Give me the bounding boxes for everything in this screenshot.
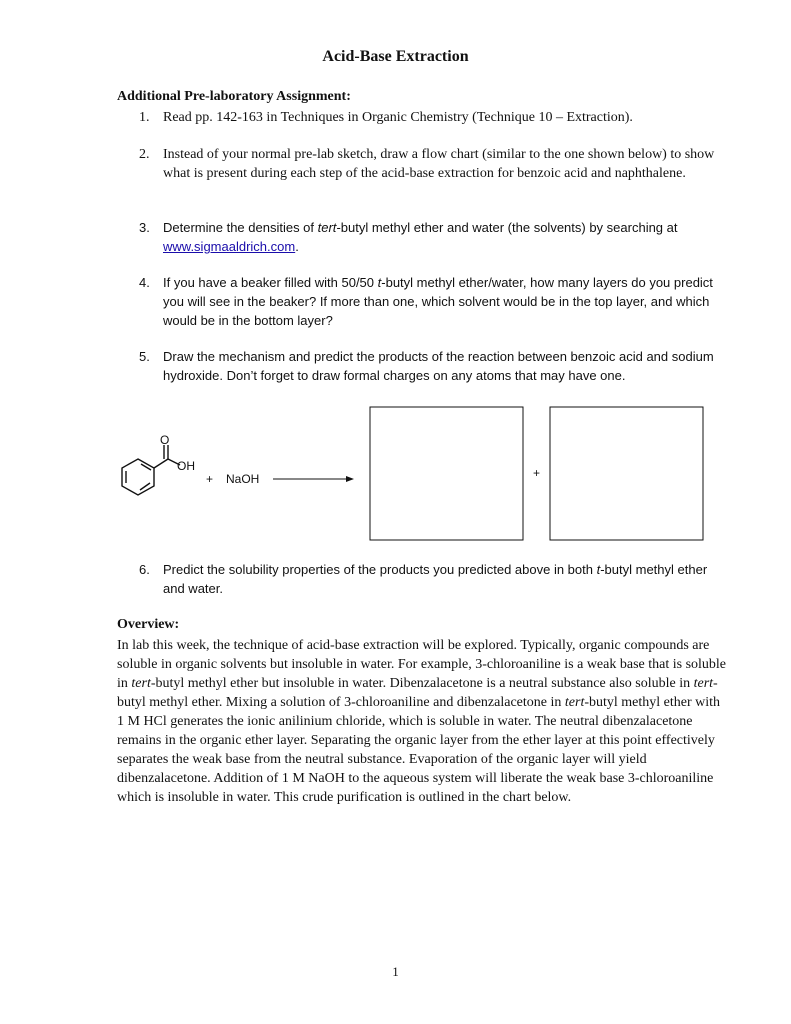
carbonyl-oxygen-label: O [160, 433, 170, 447]
item-number: 2. [139, 147, 150, 162]
page-title: Acid-Base Extraction [322, 48, 469, 65]
reaction-scheme [0, 395, 791, 555]
prelab-heading: Additional Pre-laboratory Assignment: [117, 89, 351, 104]
product-answer-box-2[interactable] [550, 407, 703, 540]
item-text: Draw the mechanism and predict the products of the reaction between benzoic acid and sodium hydroxide. Don’t forget to draw formal charges on any atoms that may have one. [163, 349, 714, 383]
benzoic-acid-structure [122, 445, 180, 495]
naoh-label: NaOH [226, 472, 260, 486]
product-answer-box-1[interactable] [370, 407, 523, 540]
assignment-item-6 [117, 560, 727, 598]
assignment-item-4 [117, 273, 727, 330]
item-number: 1. [139, 110, 150, 125]
overview-heading: Overview: [117, 617, 180, 632]
assignment-item-1 [117, 108, 727, 127]
assignment-item-5 [117, 347, 727, 385]
overview-paragraph: In lab this week, the technique of acid-base extraction will be explored. Typically, organic compounds are soluble in organic solvents but insoluble in water. For example, 3-chloroaniline is a weak base that is soluble in tert-butyl methyl ether but insoluble in water. Dibenzalacetone is a neutral substance also soluble in tert-butyl methyl ether. Mixing a solution of 3-chloroaniline and dibenzalacetone in tert-butyl methyl ether with 1 M HCl generates the ionic anilinium chloride, which is soluble in water. The neutral dibenzalacetone remains in the organic ether layer. Separating the organic layer from the ether layer at this point effectively separates the weak base from the neutral substance. Evaporation of the organic layer will yield dibenzalacetone. Addition of 1 M NaOH to the aqueous system will liberate the weak base 3-chloroaniline which is insoluble in water. This crude purification is outlined in the chart below. [117, 638, 727, 805]
sigma-aldrich-link[interactable]: www.sigmaaldrich.com [163, 239, 296, 254]
item-text: Predict the solubility properties of the products you predicted above in both t-butyl methyl ether and water. [163, 562, 708, 596]
item-number: 6. [139, 562, 150, 577]
page-number: 1 [392, 964, 399, 979]
item-text: Read pp. 142-163 in Techniques in Organic Chemistry (Technique 10 – Extraction). [163, 110, 633, 125]
item-number: 4. [139, 275, 150, 290]
item-text: Determine the densities of tert-butyl methyl ether and water (the solvents) by searching at www.sigmaaldrich.com. [163, 220, 678, 254]
hydroxyl-label: OH [177, 459, 195, 473]
plus-sign: + [206, 472, 214, 486]
item-number: 5. [139, 349, 150, 364]
plus-sign: + [533, 466, 541, 480]
assignment-item-2 [117, 145, 727, 183]
assignment-item-3 [117, 218, 727, 256]
item-text: Instead of your normal pre-lab sketch, draw a flow chart (similar to the one shown below) to show what is present during each step of the acid-base extraction for benzoic acid and naphthalene. [163, 147, 715, 181]
item-text: If you have a beaker filled with 50/50 t-butyl methyl ether/water, how many layers do you predict you will see in the beaker? If more than one, which solvent would be in the top layer, and which would be in the bottom layer? [163, 275, 713, 328]
item-number: 3. [139, 220, 150, 235]
reaction-arrow [273, 476, 354, 482]
